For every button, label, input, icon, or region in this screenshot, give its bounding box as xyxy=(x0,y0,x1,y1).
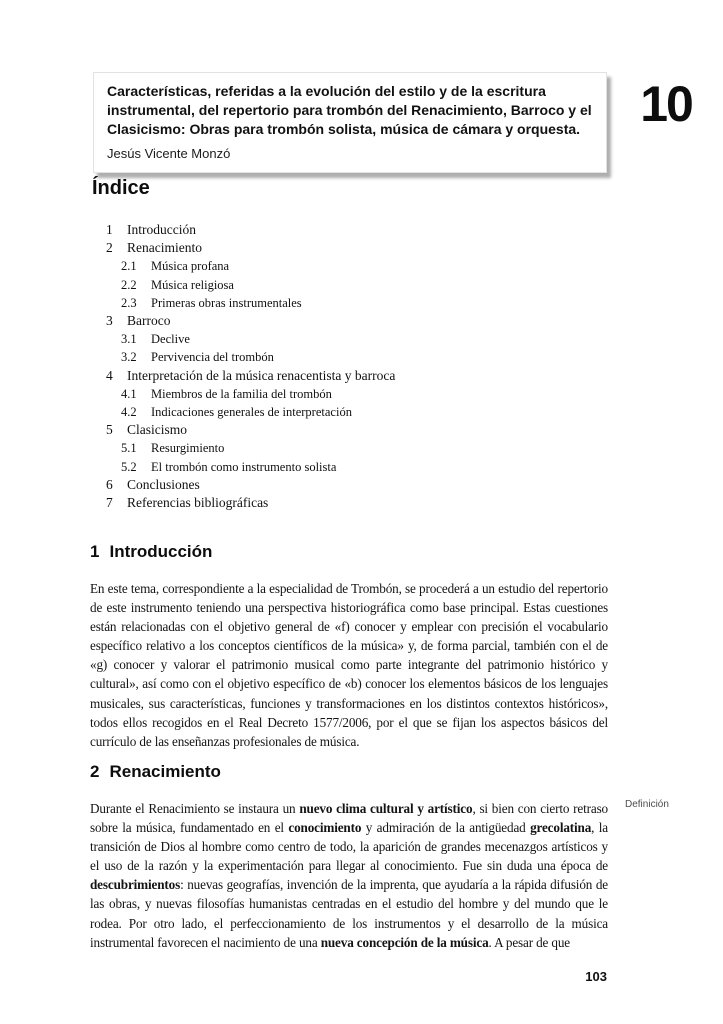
toc-item-label: Referencias bibliográficas xyxy=(127,495,269,511)
toc-item-number: 5 xyxy=(106,422,113,438)
section-1-paragraph xyxy=(90,579,608,751)
chapter-number: 10 xyxy=(640,76,692,132)
section-1-title: Introducción xyxy=(109,542,213,561)
toc-item-number: 2.2 xyxy=(121,277,137,292)
page-number: 103 xyxy=(585,969,607,984)
toc-item xyxy=(93,367,613,385)
bold-text-run: conocimiento xyxy=(288,820,362,836)
table-of-contents xyxy=(93,221,613,512)
text-run: , la transición de Dios al hombre como centro de todo, la aparición de grandes mecenazgos artísticos y el uso de la razón y la experimentación para llegar al conocimiento. Fue sin duda una época de xyxy=(90,820,608,874)
bold-text-run: nueva concepción de la música xyxy=(320,934,489,950)
toc-item-label: Música profana xyxy=(151,259,230,274)
bold-text-run: grecolatina xyxy=(530,820,592,836)
toc-item-label: Conclusiones xyxy=(127,476,200,492)
toc-item xyxy=(93,476,613,494)
toc-item-label: Música religiosa xyxy=(151,277,234,292)
toc-item-label: El trombón como instrumento solista xyxy=(151,459,337,474)
toc-item xyxy=(93,257,613,275)
section-2-heading xyxy=(90,761,221,782)
toc-item xyxy=(93,294,613,312)
toc-heading: Índice xyxy=(92,177,150,199)
toc-item-label: Renacimiento xyxy=(127,240,202,256)
text-run: y admiración de la antigüedad xyxy=(361,820,531,836)
toc-item-label: Interpretación de la música renacentista y barroca xyxy=(127,367,396,383)
toc-item xyxy=(93,239,613,257)
toc-item xyxy=(93,439,613,457)
text-run: : nuevas geografías, invención de la imprenta, que ayudaría a la rápida difusión de las obras, y nuevas filosofías humanistas centradas en el estudio del hombre y del mundo que le rodea. Por otro lado, el perfeccionamiento de los instrumentos y el desarrollo de la música instrumental favorecen el nacimiento de una xyxy=(90,877,608,950)
text-run: Durante el Renacimiento se instaura un xyxy=(90,801,300,816)
toc-item-label: Introducción xyxy=(127,222,196,237)
toc-item-label: Resurgimiento xyxy=(151,441,225,456)
toc-item xyxy=(93,494,613,512)
margin-note: Definición xyxy=(625,799,669,810)
toc-item-number: 7 xyxy=(106,495,113,511)
toc-item-number: 4.1 xyxy=(121,386,137,401)
toc-item-number: 6 xyxy=(106,476,113,492)
chapter-title-box xyxy=(93,72,607,173)
toc-item xyxy=(93,312,613,330)
toc-item xyxy=(93,403,613,421)
toc-item-label: Clasicismo xyxy=(127,422,187,438)
toc-item xyxy=(93,221,613,239)
toc-item xyxy=(93,458,613,476)
toc-item-number: 5.1 xyxy=(121,441,137,456)
text-run: . A pesar de que xyxy=(488,934,570,950)
section-2-number: 2 xyxy=(90,762,100,781)
toc-item-number: 4 xyxy=(106,367,113,383)
bold-text-run: nuevo clima cultural y artístico xyxy=(299,801,473,816)
chapter-author: Jesús Vicente Monzó xyxy=(107,146,231,161)
toc-item-label: Primeras obras instrumentales xyxy=(151,295,302,310)
toc-item-number: 3.1 xyxy=(121,332,137,347)
bold-text-run: descubrimientos xyxy=(90,877,181,893)
toc-item-number: 3 xyxy=(106,313,113,329)
text-run: En este tema, correspondiente a la especialidad de Trombón, se procederá a un estudio del repertorio de este instrumento teniendo una perspectiva historiográfica como base principal. Estas cuestiones están relacionadas con el objetivo general de «f) conocer y emplear con precisión el vocabulario específico relativo a los conceptos científicos de la música» y, de forma parcial, también con el de «g) conocer y valorar el patrimonio musical como parte integrante del patrimonio histórico y cultural», así como con el objetivo específico de «b) conocer los elementos básicos de los lenguajes musicales, sus características, funciones y transformaciones en los distintos contextos históricos», todos ellos recogidos en el Real Decreto 1577/2006, por el que se fijan los aspectos básicos del currículo de las enseñanzas profesionales de música. xyxy=(90,581,608,749)
toc-item xyxy=(93,348,613,366)
toc-item xyxy=(93,385,613,403)
chapter-title: Características, referidas a la evolución del estilo y de la escritura instrumental, del repertorio para trombón del Renacimiento, Barroco y el Clasicismo: Obras para trombón solista, música de cámara y orquesta. xyxy=(107,83,592,137)
toc-item-number: 3.2 xyxy=(121,350,137,365)
toc-item xyxy=(93,276,613,294)
toc-item-label: Indicaciones generales de interpretación xyxy=(151,405,352,420)
toc-item-number: 5.2 xyxy=(121,459,137,474)
section-1-number: 1 xyxy=(90,542,100,561)
toc-item-label: Miembros de la familia del trombón xyxy=(151,386,332,401)
toc-item-label: Declive xyxy=(151,332,190,347)
toc-item-number: 2.3 xyxy=(121,295,137,310)
toc-item-label: Barroco xyxy=(127,313,171,329)
section-1-heading xyxy=(90,541,212,562)
section-2-title: Renacimiento xyxy=(109,762,221,781)
text-run: , si bien con cierto retraso sobre la música, fundamentado en el xyxy=(90,801,608,836)
toc-item-number: 2 xyxy=(106,240,113,256)
toc-item-label: Pervivencia del trombón xyxy=(151,350,274,365)
toc-item-number: 1 xyxy=(106,222,113,237)
toc-item-number: 2.1 xyxy=(121,259,137,274)
section-2-paragraph xyxy=(90,799,608,952)
toc-item-number: 4.2 xyxy=(121,405,137,420)
toc-item xyxy=(93,421,613,439)
toc-item xyxy=(93,330,613,348)
